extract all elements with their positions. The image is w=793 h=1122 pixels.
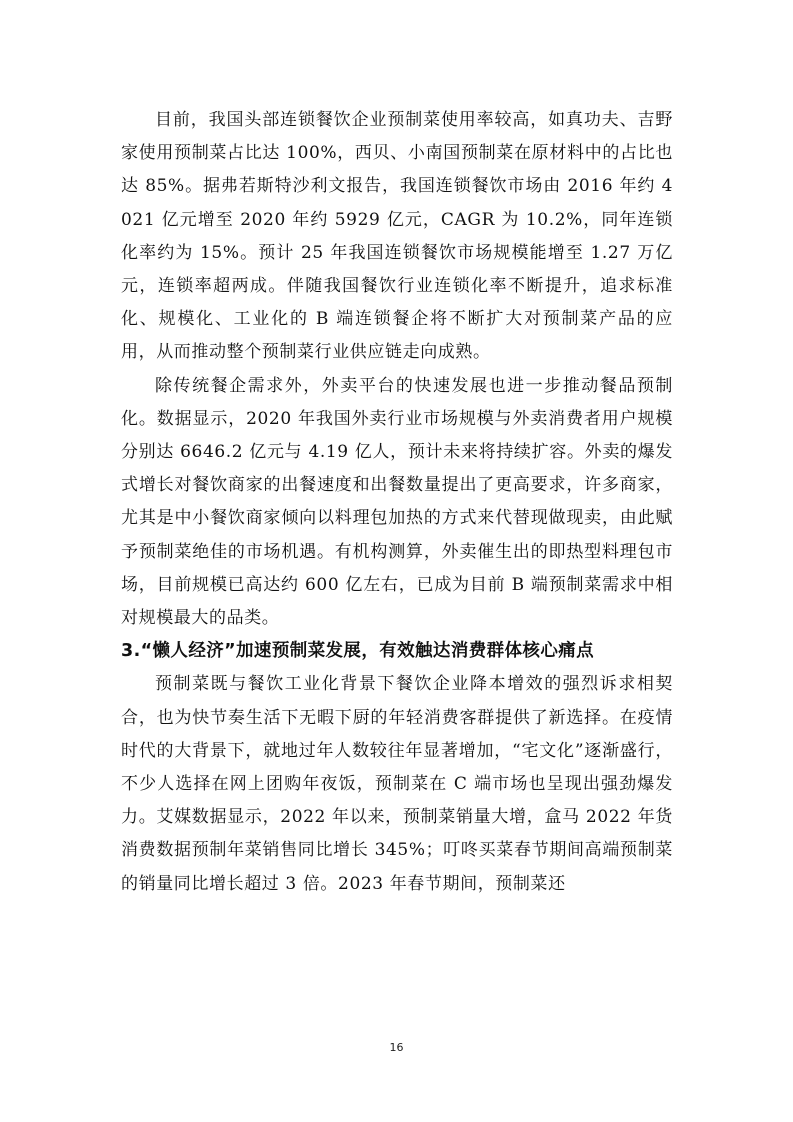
page-number: 16 bbox=[389, 1041, 404, 1054]
body-paragraph-takeaway: 除传统餐企需求外，外卖平台的快速发展也进一步推动餐品预制化。数据显示，2020 年我国外卖行业市场规模与外卖消费者用户规模分别达 6646.2 亿元与 4.19 亿人，预计未来将持续扩容。外卖的爆发式增长对餐饮商家的出餐速度和出餐数量提出了更高要求，许多商家，尤其是中小餐饮商家倾向以料理包加热的方式来代替现做现卖，由此赋予预制菜绝佳的市场机遇。有机构测算，外卖催生出的即热型料理包市场，目前规模已高达约 600 亿左右，已成为目前 B 端预制菜需求中相对规模最大的品类。 bbox=[121, 375, 673, 629]
section-heading: 3.“懒人经济”加速预制菜发展，有效触达消费群体核心痛点 bbox=[121, 641, 595, 662]
document-body bbox=[121, 104, 673, 901]
body-paragraph-lazy-economy: 预制菜既与餐饮工业化背景下餐饮企业降本增效的强烈诉求相契合，也为快节奏生活下无暇下厨的年轻消费客群提供了新选择。在疫情时代的大背景下，就地过年人数较往年显著增加，“宅文化”逐渐盛行，不少人选择在网上团购年夜饭，预制菜在 C 端市场也呈现出强劲爆发力。艾媒数据显示，2022 年以来，预制菜销量大增，盒马 2022 年货消费数据预制年菜销售同比增长 345%；叮咚买菜春节期间高端预制菜的销量同比增长超过 3 倍。2023 年春节期间，预制菜还 bbox=[121, 674, 673, 894]
body-paragraph-chain-catering: 目前，我国头部连锁餐饮企业预制菜使用率较高，如真功夫、吉野家使用预制菜占比达 100%，西贝、小南国预制菜在原材料中的占比也达 85%。据弗若斯特沙利文报告，我国连锁餐饮市场由 2016 年约 4021 亿元增至 2020 年约 5929 亿元，CAGR 为 10.2%，同年连锁化率约为 15%。预计 25 年我国连锁餐饮市场规模能增至 1.27 万亿元，连锁率超两成。伴随我国餐饮行业连锁化率不断提升，追求标准化、规模化、工业化的 B 端连锁餐企将不断扩大对预制菜产品的应用，从而推动整个预制菜行业供应链走向成熟。 bbox=[121, 110, 673, 363]
